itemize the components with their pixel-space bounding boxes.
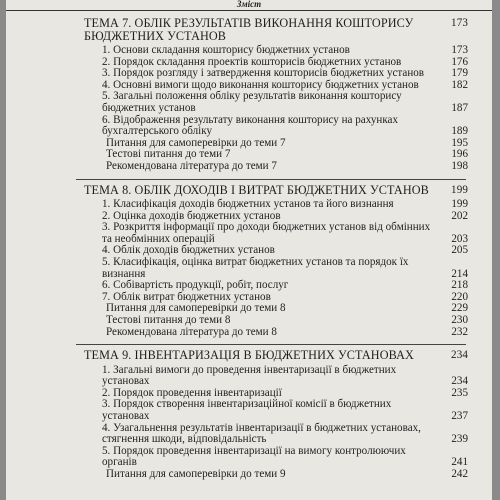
toc-item-text: 1. Класифікація доходів бюджетних установ та його визнання <box>102 198 394 211</box>
toc-item <box>6 303 492 315</box>
toc-item-text: 2. Порядок проведення інвентаризації <box>102 386 282 399</box>
toc-item-text: 7. Облік витрат бюджетних установ <box>102 290 271 303</box>
toc-item-text: 3. Розкриття інформації про доходи бюджетних установ від обмінних та необмінних операцій <box>102 221 431 245</box>
toc-item-text: Питання для самоперевірки до теми 7 <box>106 136 286 149</box>
table-of-contents <box>6 13 492 481</box>
toc-item-page: 202 <box>451 209 468 222</box>
toc-item-page: 230 <box>451 313 468 326</box>
toc-item-page: 242 <box>451 468 468 480</box>
toc-item-text: 5. Загальні положення обліку результатів виконання кошторису бюджетних установ <box>102 90 402 114</box>
toc-item-page: 199 <box>451 198 468 211</box>
toc-item <box>6 469 492 481</box>
toc-item-text: 4. Основні вимоги щодо виконання кошторису бюджетних установ <box>102 78 419 91</box>
toc-item <box>6 399 492 422</box>
toc-item-text: Тестові питання до теми 8 <box>106 313 231 326</box>
toc-item <box>6 423 492 446</box>
toc-item-text: 3. Порядок створення інвентаризаційної комісії в бюджетних установах <box>102 398 392 423</box>
section-title <box>6 184 492 197</box>
section-title <box>6 17 492 42</box>
toc-item-page: 205 <box>451 244 468 257</box>
section-page-number: 234 <box>451 349 468 362</box>
section-title-text: ТЕМА 8. ОБЛІК ДОХОДІВ І ВИТРАТ БЮДЖЕТНИХ УСТАНОВ <box>84 182 429 197</box>
book-page <box>6 0 492 500</box>
toc-item-page: 198 <box>451 159 468 172</box>
toc-item-text: Рекомендована література до теми 7 <box>106 159 277 172</box>
toc-item-page: 234 <box>451 375 468 388</box>
toc-item-page: 203 <box>451 232 468 245</box>
toc-item <box>6 257 492 280</box>
toc-item-page: 235 <box>451 386 468 399</box>
toc-item-page: 179 <box>451 67 468 80</box>
toc-item-text: 1. Основи складання кошторису бюджетних установ <box>102 44 350 56</box>
section-page-number: 199 <box>451 183 468 196</box>
toc-item-text: 5. Класифікація, оцінка витрат бюджетних установ та порядок їх визнання <box>102 256 409 280</box>
toc-item-text: Питання для самоперевірки до теми 9 <box>106 468 286 480</box>
toc-item-text: Рекомендована література до теми 8 <box>106 325 277 338</box>
section-title <box>6 349 492 362</box>
section-divider <box>76 179 466 182</box>
toc-item-text: 4. Облік доходів бюджетних установ <box>102 244 275 257</box>
toc-item-page: 173 <box>451 44 468 56</box>
toc-item-page: 176 <box>451 55 468 68</box>
section-title-text: ТЕМА 9. ІНВЕНТАРИЗАЦІЯ В БЮДЖЕТНИХ УСТАНОВАХ <box>84 348 414 363</box>
toc-item-page: 195 <box>451 136 468 149</box>
toc-section-8 <box>6 184 492 339</box>
toc-item <box>6 327 492 339</box>
toc-item-page: 189 <box>451 125 468 138</box>
toc-item-text: Питання для самоперевірки до теми 8 <box>106 302 286 315</box>
toc-item <box>6 222 492 245</box>
toc-item-page: 218 <box>451 279 468 292</box>
toc-item <box>6 115 492 138</box>
toc-item-page: 232 <box>451 325 468 338</box>
toc-item-page: 237 <box>451 410 468 423</box>
toc-item-page: 239 <box>451 433 468 446</box>
toc-item-text: 4. Узагальнення результатів інвентаризації в бюджетних установах, стягнення шкоди, відповідальність <box>102 421 421 446</box>
toc-section-7 <box>6 17 492 173</box>
toc-item-text: 6. Собівартість продукції, робіт, послуг <box>102 279 289 292</box>
toc-item-text: 3. Порядок розгляду і затвердження кошторисів бюджетних установ <box>102 67 425 80</box>
section-page-number: 173 <box>451 17 468 29</box>
toc-item-text: Тестові питання до теми 7 <box>106 148 231 161</box>
toc-item-page: 241 <box>451 456 468 469</box>
toc-item-page: 220 <box>451 290 468 303</box>
toc-item-page: 229 <box>451 302 468 315</box>
toc-item-page: 196 <box>451 148 468 161</box>
toc-item <box>6 91 492 114</box>
page-header <box>6 0 492 11</box>
toc-item <box>6 446 492 469</box>
toc-item <box>6 161 492 173</box>
header-title: Зміст <box>236 0 262 9</box>
toc-item-text: 6. Відображення результату виконання кошторису на рахунках бухгалтерського обліку <box>102 113 399 138</box>
toc-item <box>6 138 492 150</box>
toc-item-text: 2. Порядок складання проектів кошторисів бюджетних установ <box>102 55 402 68</box>
toc-item-page: 187 <box>451 101 468 114</box>
toc-item-page: 214 <box>451 267 468 280</box>
toc-item <box>6 365 492 388</box>
toc-item-text: 2. Оцінка доходів бюджетних установ <box>102 209 281 222</box>
toc-item-text: 5. Порядок проведення інвентаризації на вимогу контролюючих органів <box>102 444 406 469</box>
section-divider <box>76 344 466 347</box>
toc-section-9 <box>6 349 492 480</box>
toc-item-text: 1. Загальні вимоги до проведення інвентаризації в бюджетних установах <box>102 363 397 388</box>
section-title-text: ТЕМА 7. ОБЛІК РЕЗУЛЬТАТІВ ВИКОНАННЯ КОШТОРИСУ БЮДЖЕТНИХ УСТАНОВ <box>84 16 414 43</box>
toc-item-page: 182 <box>451 78 468 91</box>
